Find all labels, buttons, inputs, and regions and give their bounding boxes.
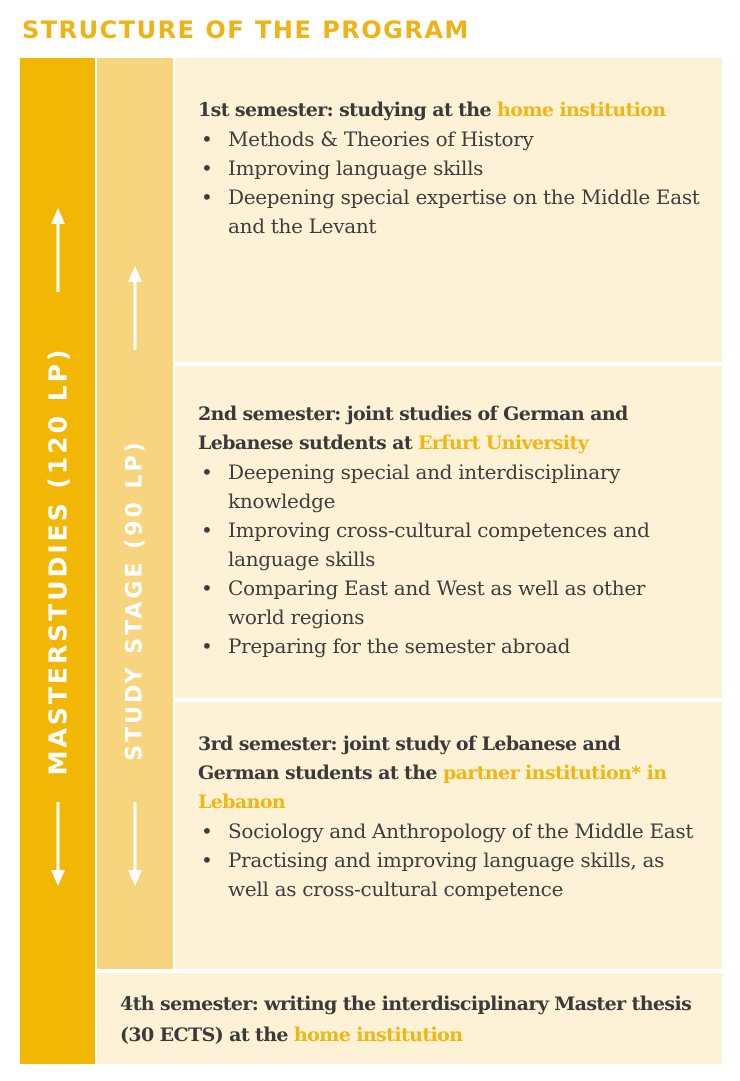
list-item: • Methods & Theories of History: [198, 125, 704, 154]
semester-highlight: home institution: [497, 99, 666, 121]
list-item: • Practising and improving language skills, as well as cross-cultural competence: [198, 846, 704, 904]
semester-3-box: [175, 702, 722, 969]
list-item: • Improving cross-cultural competences and language skills: [198, 516, 704, 574]
arrow-down-icon: [50, 800, 66, 886]
semester-heading: 1st semester: studying at the home institution: [198, 99, 666, 121]
semester-highlight: home institution: [293, 1024, 463, 1046]
masterstudies-label: MASTERSTUDIES (120 LP): [43, 346, 72, 776]
semester-1-box: [175, 58, 722, 362]
study-stage-column: [97, 58, 173, 969]
list-item: • Sociology and Anthropology of the Middle East: [198, 817, 704, 846]
semester-4-box: [97, 973, 722, 1064]
list-item: • Comparing East and West as well as other world regions: [198, 574, 704, 632]
page-title: STRUCTURE OF THE PROGRAM: [22, 16, 470, 44]
arrow-down-icon: [127, 800, 143, 886]
semester-bullets: [198, 458, 704, 661]
arrow-up-icon: [127, 266, 143, 352]
semester-bullets: [198, 817, 704, 904]
semester-2-box: [175, 366, 722, 698]
list-item: • Improving language skills: [198, 154, 704, 183]
masterstudies-column: [20, 58, 95, 1064]
semester-highlight: Erfurt University: [418, 432, 589, 454]
semester-heading: 4th semester: writing the interdisciplinary Master thesis (30 ECTS) at the home institution: [120, 993, 692, 1046]
semester-heading: 3rd semester: joint study of Lebanese and German students at the partner institution* in Lebanon: [198, 733, 667, 813]
semester-highlight: partner institution* in Lebanon: [198, 762, 667, 813]
study-stage-label: STUDY STAGE (90 LP): [122, 438, 148, 761]
semester-bullets: [198, 125, 704, 241]
list-item: • Deepening special and interdisciplinary knowledge: [198, 458, 704, 516]
list-item: • Deepening special expertise on the Middle East and the Levant: [198, 183, 704, 241]
list-item: • Preparing for the semester abroad: [198, 632, 704, 661]
arrow-up-icon: [50, 208, 66, 294]
semester-heading: 2nd semester: joint studies of German and Lebanese sutdents at Erfurt University: [198, 403, 628, 454]
